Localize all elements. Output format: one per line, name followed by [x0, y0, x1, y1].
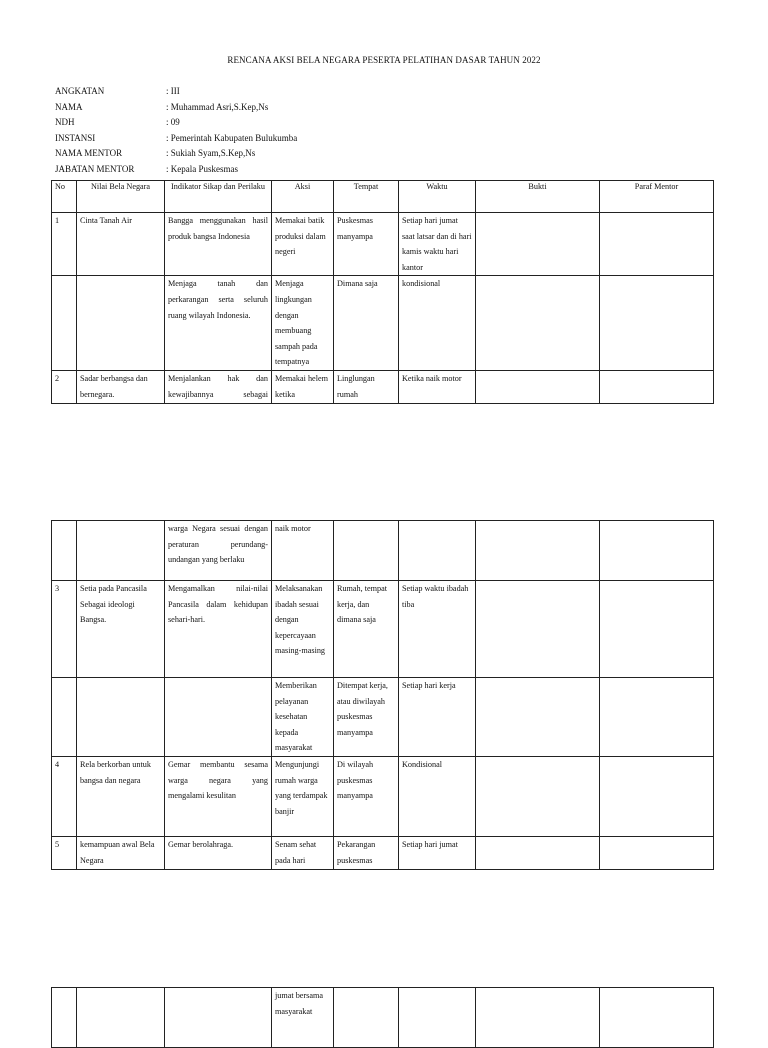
info-label: NDH — [55, 117, 75, 127]
table-row — [52, 521, 714, 581]
cell-waktu: Setiap hari kerja — [399, 678, 476, 757]
info-row-jabatan-mentor — [55, 162, 297, 178]
cell-aksi: jumat bersama masyarakat — [272, 988, 334, 1048]
info-label: ANGKATAN — [55, 86, 105, 96]
cell-nilai: Setia pada Pancasila Sebagai ideologi Bangsa. — [77, 581, 165, 678]
cell-aksi: Melaksanakan ibadah sesuai dengan kepercayaan masing-masing — [272, 581, 334, 678]
cell-nilai: Cinta Tanah Air — [77, 213, 165, 276]
table-row — [52, 581, 714, 678]
cell-waktu — [399, 521, 476, 581]
cell-nilai: Rela berkorban untuk bangsa dan negara — [77, 757, 165, 837]
cell-nilai — [77, 276, 165, 371]
info-row-ndh — [55, 115, 297, 131]
document-title: RENCANA AKSI BELA NEGARA PESERTA PELATIHAN DASAR TAHUN 2022 — [227, 55, 541, 65]
cell-no — [52, 276, 77, 371]
info-value: : Pemerintah Kabupaten Bulukumba — [166, 132, 298, 143]
info-row-nama-mentor — [55, 146, 297, 162]
cell-no: 2 — [52, 371, 77, 404]
info-label: NAMA — [55, 101, 83, 112]
cell-bukti — [476, 757, 600, 837]
cell-no — [52, 521, 77, 581]
header-bukti: Bukti — [476, 181, 600, 213]
cell-indikator: Gemar membantu sesama warga negara yang mengalami kesulitan — [165, 757, 272, 837]
cell-no: 5 — [52, 837, 77, 870]
cell-no: 3 — [52, 581, 77, 678]
table-row — [52, 678, 714, 757]
cell-aksi: Memberikan pelayanan kesehatan kepada masyarakat — [272, 678, 334, 757]
cell-tempat — [334, 521, 399, 581]
info-value: : 09 — [166, 117, 180, 127]
cell-indikator: warga Negara sesuai dengan peraturan perundang-undangan yang berlaku — [165, 521, 272, 581]
cell-tempat: Pekarangan puskesmas — [334, 837, 399, 870]
cell-aksi: Menjaga lingkungan dengan membuang sampah pada tempatnya — [272, 276, 334, 371]
info-label: NAMA MENTOR — [55, 148, 123, 158]
cell-nilai — [77, 678, 165, 757]
cell-waktu: Setiap hari jumat — [399, 837, 476, 870]
cell-paraf — [600, 988, 714, 1048]
header-no: No — [52, 181, 77, 213]
info-value: : Sukiah Syam,S.Kep,Ns — [166, 148, 256, 158]
cell-no — [52, 988, 77, 1048]
cell-paraf — [600, 757, 714, 837]
cell-indikator: Menjaga tanah dan perkarangan serta seluruh ruang wilayah Indonesia. — [165, 276, 272, 371]
header-aksi: Aksi — [272, 181, 334, 213]
cell-tempat: Rumah, tempat kerja, dan dimana saja — [334, 581, 399, 678]
cell-aksi: Mengunjungi rumah warga yang terdampak banjir — [272, 757, 334, 837]
header-indikator: Indikator Sikap dan Perilaku — [165, 181, 272, 213]
cell-paraf — [600, 678, 714, 757]
cell-paraf — [600, 837, 714, 870]
cell-waktu: Ketika naik motor — [399, 371, 476, 404]
table-row — [52, 371, 714, 404]
info-label: JABATAN MENTOR — [55, 163, 135, 174]
cell-nilai — [77, 521, 165, 581]
cell-indikator — [165, 678, 272, 757]
cell-indikator: Gemar berolahraga. — [165, 837, 272, 870]
cell-tempat: Puskesmas manyampa — [334, 213, 399, 276]
table-row — [52, 988, 714, 1048]
cell-tempat: Linglungan rumah — [334, 371, 399, 404]
info-row-instansi — [55, 131, 297, 147]
header-tempat: Tempat — [334, 181, 399, 213]
cell-waktu — [399, 988, 476, 1048]
cell-paraf — [600, 276, 714, 371]
cell-waktu: Setiap waktu ibadah tiba — [399, 581, 476, 678]
cell-nilai — [77, 988, 165, 1048]
cell-indikator: Bangga menggunakan hasil produk bangsa Indonesia — [165, 213, 272, 276]
action-plan-table-page2 — [51, 520, 714, 870]
table-row — [52, 213, 714, 276]
header-waktu: Waktu — [399, 181, 476, 213]
cell-bukti — [476, 581, 600, 678]
header-nilai: Nilai Bela Negara — [77, 181, 165, 213]
cell-tempat: Ditempat kerja, atau diwilayah puskesmas manyampa — [334, 678, 399, 757]
header-paraf: Paraf Mentor — [600, 181, 714, 213]
cell-waktu: Setiap hari jumat saat latsar dan di hari kamis waktu hari kantor — [399, 213, 476, 276]
cell-aksi: Senam sehat pada hari — [272, 837, 334, 870]
info-value: : Muhammad Asri,S.Kep,Ns — [166, 101, 269, 112]
cell-bukti — [476, 521, 600, 581]
table-row — [52, 757, 714, 837]
cell-bukti — [476, 678, 600, 757]
cell-paraf — [600, 371, 714, 404]
cell-tempat: Di wilayah puskesmas manyampa — [334, 757, 399, 837]
cell-no: 1 — [52, 213, 77, 276]
participant-info — [55, 84, 297, 177]
cell-paraf — [600, 213, 714, 276]
cell-aksi: Memakai helem ketika — [272, 371, 334, 404]
cell-indikator: Mengamalkan nilai-nilai Pancasila dalam kehidupan sehari-hari. — [165, 581, 272, 678]
cell-indikator — [165, 988, 272, 1048]
info-row-angkatan — [55, 84, 297, 100]
table-header-row — [52, 181, 714, 213]
cell-waktu: kondisional — [399, 276, 476, 371]
cell-no — [52, 678, 77, 757]
cell-nilai: kemampuan awal Bela Negara — [77, 837, 165, 870]
cell-bukti — [476, 371, 600, 404]
cell-indikator: Menjalankan hak dan kewajibannya sebagai — [165, 371, 272, 404]
cell-tempat: Dimana saja — [334, 276, 399, 371]
cell-bukti — [476, 988, 600, 1048]
cell-paraf — [600, 521, 714, 581]
cell-bukti — [476, 276, 600, 371]
action-plan-table-page3 — [51, 987, 714, 1048]
action-plan-table-page1 — [51, 180, 714, 404]
cell-aksi: naik motor — [272, 521, 334, 581]
cell-bukti — [476, 213, 600, 276]
cell-aksi: Memakai batik produksi dalam negeri — [272, 213, 334, 276]
table-row — [52, 837, 714, 870]
cell-waktu: Kondisional — [399, 757, 476, 837]
cell-paraf — [600, 581, 714, 678]
info-label: INSTANSI — [55, 132, 96, 143]
cell-nilai: Sadar berbangsa dan bernegara. — [77, 371, 165, 404]
cell-no: 4 — [52, 757, 77, 837]
info-value: : III — [166, 86, 180, 96]
cell-tempat — [334, 988, 399, 1048]
table-row — [52, 276, 714, 371]
info-row-nama — [55, 100, 297, 116]
info-value: : Kepala Puskesmas — [166, 163, 238, 174]
cell-bukti — [476, 837, 600, 870]
